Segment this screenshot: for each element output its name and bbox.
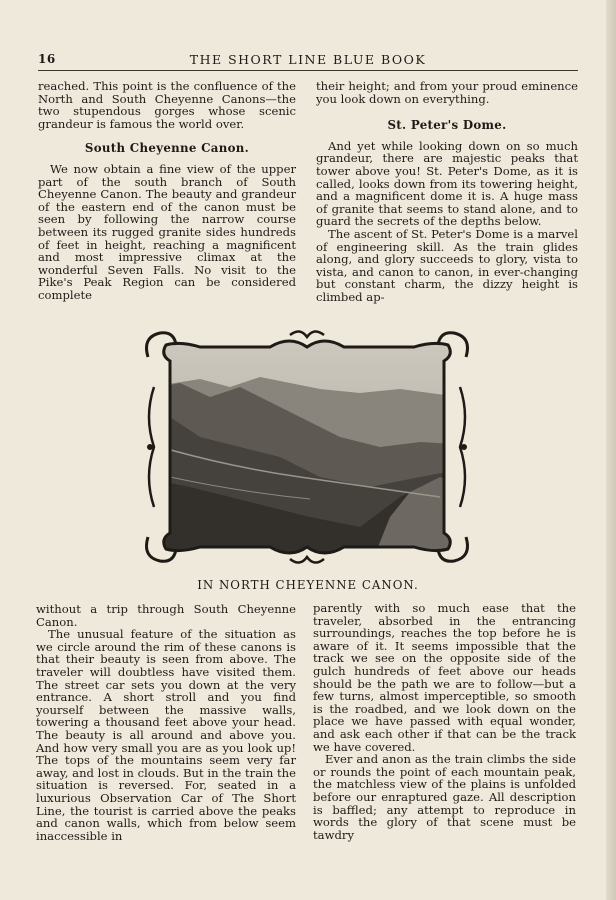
- paragraph: without a trip through South Cheyenne Canon.: [36, 602, 296, 629]
- ornate-frame-photo: [140, 327, 474, 567]
- section-heading-south-cheyenne: South Cheyenne Canon.: [84, 141, 250, 156]
- paragraph: their height; and from your proud eminence you look down on everything.: [316, 79, 578, 106]
- top-left-column: [38, 80, 296, 302]
- canyon-photograph: [140, 327, 474, 567]
- paragraph: parently with so much ease that the traveler, absorbed in the entrancing surroundings, reaches the top before he is aware of it. It seems impossible that the track we see on the opposite side of the gulch hundreds of feet above our heads should be the path we are to follow—but a few turns, almost imperceptible, so smooth is the roadbed, and we look down on the place we have passed with equal wonder, and ask each other if that can be the track we have covered.: [313, 601, 576, 754]
- paragraph: We now obtain a fine view of the upper part of the south branch of South Cheyenne Canon. The beauty and grandeur of the eastern end of the canon must be seen by following the narrow course between its rugged granite sides hundreds of feet in height, reaching a magnificent and most impressive climax at the wonderful Seven Falls. No visit to the Pike's Peak Region can be considered complete: [38, 161, 296, 302]
- page-number: 16: [38, 52, 56, 66]
- paragraph: And yet while looking down on so much grandeur, there are majestic peaks that tower above you! St. Peter's Dome, as it is called, looks down from its towering height, and a magnificent dome it is. A huge mass of granite that seems to stand alone, and to guard the secrets of the depths below.: [316, 138, 578, 229]
- top-right-column: [316, 80, 578, 304]
- running-title: THE SHORT LINE BLUE BOOK: [189, 52, 427, 67]
- paragraph: The unusual feature of the situation as we circle around the rim of these canons is that their beauty is seen from above. The traveler will doubtless have visited them. The street car sets you down at the very entrance. A short stroll and you find yourself between the massive walls, towering a thousand feet above your head. The beauty is all around and above you. And how very small you are as you look up! The tops of the mountains seem very far away, and lost in clouds. But in the train the situation is reversed. For, seated in a luxurious Observation Car of The Short Line, the tourist is carried above the peaks and canon walls, which from below seem inaccessible in: [36, 627, 296, 843]
- figure-caption: IN NORTH CHEYENNE CANON.: [197, 578, 419, 592]
- bottom-left-column: [36, 603, 296, 842]
- paragraph: Ever and anon as the train climbs the side or rounds the point of each mountain peak, the matchless view of the plains is unfolded before our enraptured gaze. All description is baffled; any attempt to reproduce in words the glory of that scene must be tawdry: [313, 752, 576, 842]
- bottom-right-column: [313, 602, 576, 841]
- page-edge-shadow: [606, 0, 616, 900]
- paragraph: The ascent of St. Peter's Dome is a marvel of engineering skill. As the train glides along, and glory succeeds to glory, vista to vista, and canon to canon, in ever-changing but constant charm, the dizzy height is climbed ap-: [316, 226, 578, 304]
- page-header: [38, 52, 578, 71]
- section-heading-st-peters-dome: St. Peter's Dome.: [387, 118, 507, 133]
- paragraph: reached. This point is the confluence of the North and South Cheyenne Canons—the two stupendous gorges whose scenic grandeur is famous the world over.: [38, 79, 296, 131]
